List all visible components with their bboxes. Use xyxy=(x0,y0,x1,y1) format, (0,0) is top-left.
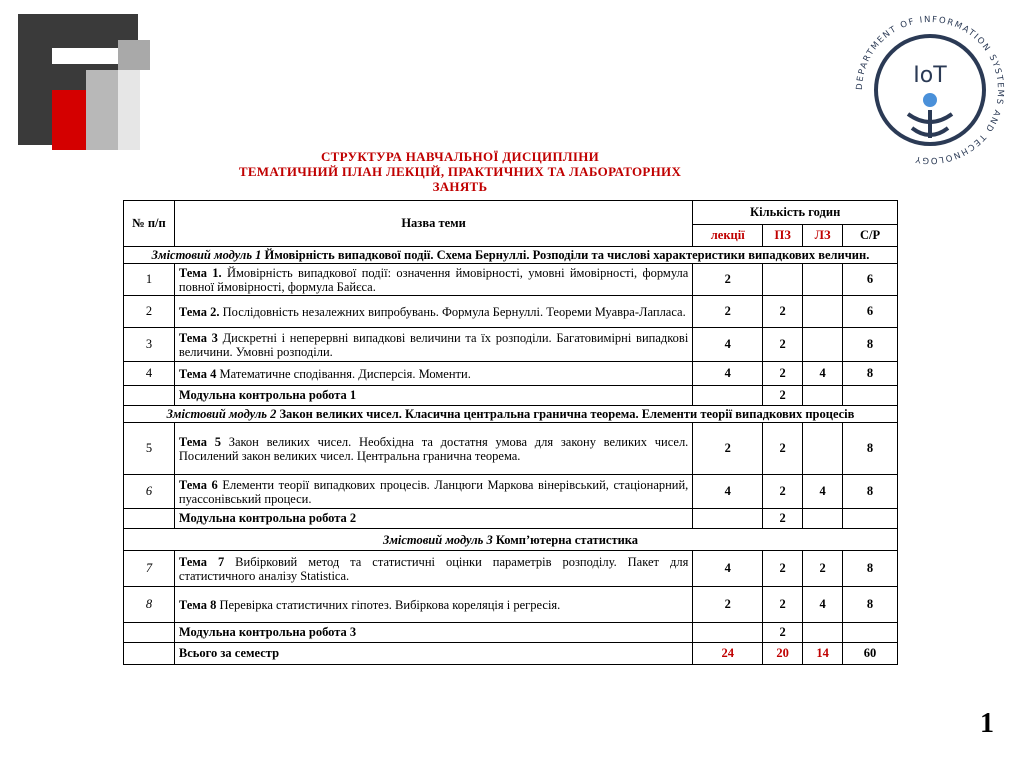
university-logo xyxy=(18,14,158,149)
module-row: Змістовий модуль 2 Закон великих чисел. Класична центральна гранична теорема. Елементи теорії випадкових процесів xyxy=(124,406,898,423)
table-row: 4 Тема 4 Математичне сподівання. Дисперсія. Моменти. 4 2 4 8 xyxy=(124,362,898,386)
header-num: № п/п xyxy=(124,201,175,247)
table-row: 1 Тема 1. Ймовірність випадкової події: означення ймовірності, умовні ймовірності, формула повної ймовірності, формула Байєса. 2 6 xyxy=(124,264,898,296)
module-test-row: Модульна контрольна робота 1 2 xyxy=(124,386,898,406)
header-pz: ПЗ xyxy=(763,225,803,247)
header-lz: ЛЗ xyxy=(803,225,843,247)
header-hours: Кількість годин xyxy=(693,201,898,225)
svg-text:IoT: IoT xyxy=(913,63,947,88)
module-row: Змістовий модуль 3 Комп’ютерна статистика xyxy=(124,529,898,551)
module-test-row: Модульна контрольна робота 2 2 xyxy=(124,509,898,529)
thematic-plan-table xyxy=(123,200,898,665)
title-line-3: ЗАНЯТЬ xyxy=(432,179,488,194)
title-line-1: СТРУКТУРА НАВЧАЛЬНОЇ ДИСЦИПЛІНИ xyxy=(320,149,600,164)
header-lectures: лекції xyxy=(693,225,763,247)
table-row: 6 Тема 6 Елементи теорії випадкових процесів. Ланцюги Маркова вінерівський, стаціонарний, пуассонівський процеси. 4 2 4 8 xyxy=(124,475,898,509)
table-row: 2 Тема 2. Послідовність незалежних випробувань. Формула Бернуллі. Теореми Муавра-Лапласа. 2 2 6 xyxy=(124,296,898,328)
svg-text:DEPARTMENT OF INFORMATION SYST: DEPARTMENT OF INFORMATION SYSTEMS AND TECHNOLOGY xyxy=(854,14,1006,166)
module-test-row: Модульна контрольна робота 3 2 xyxy=(124,623,898,643)
header-name: Назва теми xyxy=(174,201,692,247)
table-row: 5 Тема 5 Закон великих чисел. Необхідна та достатня умова для закону великих чисел. Посилений закон великих чисел. Центральна гранична теорема. 2 2 8 xyxy=(124,423,898,475)
header-sr: С/Р xyxy=(843,225,898,247)
table-row: 3 Тема 3 Дискретні і неперервні випадкові величини та їх розподіли. Багатовимірні випадкові величини. Умовні розподіли. 4 2 8 xyxy=(124,328,898,362)
title-line-2: ТЕМАТИЧНИЙ ПЛАН ЛЕКЦІЙ, ПРАКТИЧНИХ ТА ЛАБОРАТОРНИХ xyxy=(238,164,682,179)
page-number: 1 xyxy=(980,708,994,739)
table-row: 8 Тема 8 Перевірка статистичних гіпотез. Вибіркова кореляція і регресія. 2 2 4 8 xyxy=(124,587,898,623)
total-row: Всього за семестр 24 20 14 60 xyxy=(124,643,898,665)
department-iot-logo xyxy=(846,6,1014,174)
module-row: Змістовий модуль 1 Ймовірність випадкової події. Схема Бернуллі. Розподіли та числові характеристики випадкових величин. xyxy=(124,247,898,264)
table-row: 7 Тема 7 Вибірковий метод та статистичні оцінки параметрів розподілу. Пакет для статистичного аналізу Statistica. 4 2 2 8 xyxy=(124,551,898,587)
